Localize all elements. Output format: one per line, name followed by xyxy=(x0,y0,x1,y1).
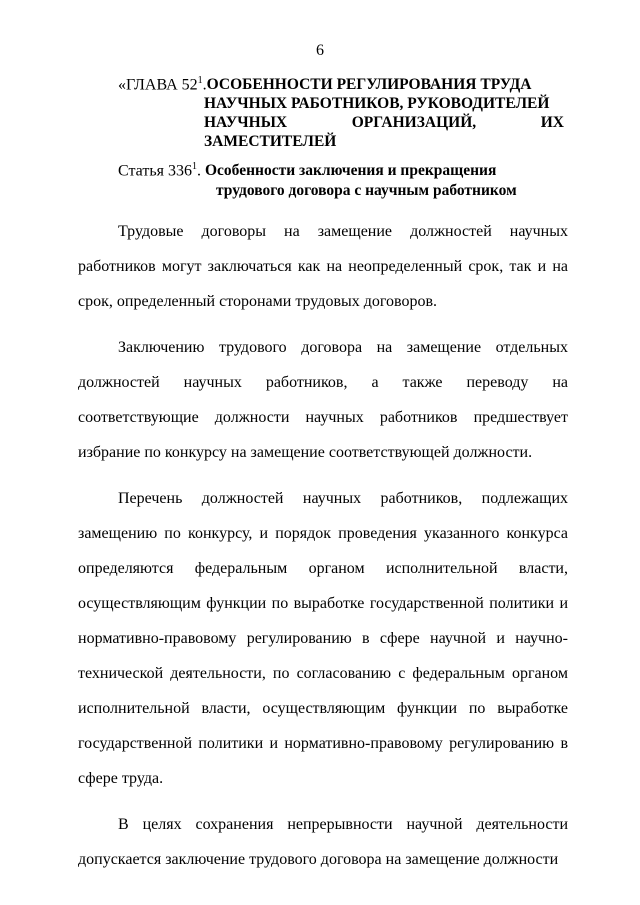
paragraph: Заключению трудового договора на замещение отдельных должностей научных работников, а также переводу на соответствующие должности научных работников предшествует избрание по конкурсу на замещение соответствующей должности. xyxy=(78,339,568,461)
chapter-heading xyxy=(118,75,568,151)
chapter-title-rest xyxy=(204,94,564,151)
paragraph: Трудовые договоры на замещение должностей научных работников могут заключаться как на неопределенный срок, так и на срок, определенный сторонами трудовых договоров. xyxy=(78,223,568,310)
paragraph: В целях сохранения непрерывности научной деятельности допускается заключение трудового договора на замещение должности xyxy=(78,816,568,868)
chapter-title-line-1: ОСОБЕННОСТИ РЕГУЛИРОВАНИЯ ТРУДА xyxy=(206,76,532,94)
article-body xyxy=(78,214,568,888)
page-number: 6 xyxy=(316,42,324,59)
chapter-title-line-3: НАУЧНЫХ ОРГАНИЗАЦИЙ, ИХ xyxy=(204,114,564,132)
paragraph: Перечень должностей научных работников, подлежащих замещению по конкурсу, и порядок проведения указанного конкурса определяются федеральным органом исполнительной власти, осуществляющим функции по выработке государственной политики и нормативно-правовому регулированию в сфере научной и научно-технической деятельности, по согласованию с федеральным органом исполнительной власти, осуществляющим функции по выработке государственной политики и нормативно-правовому регулированию в сфере труда. xyxy=(78,490,568,787)
article-title-line-1: Особенности заключения и прекращения xyxy=(204,162,497,180)
article-title-line-2: трудового договора с научным работником xyxy=(216,182,517,200)
article-prefix: Статья $336^1$. xyxy=(118,161,201,180)
article-heading xyxy=(118,161,558,201)
chapter-title-line-2: НАУЧНЫХ РАБОТНИКОВ, РУКОВОДИТЕЛЕЙ xyxy=(204,95,550,113)
chapter-title-line-4: ЗАМЕСТИТЕЛЕЙ xyxy=(204,133,337,151)
chapter-prefix: «ГЛАВА $52^1$. xyxy=(118,75,207,94)
